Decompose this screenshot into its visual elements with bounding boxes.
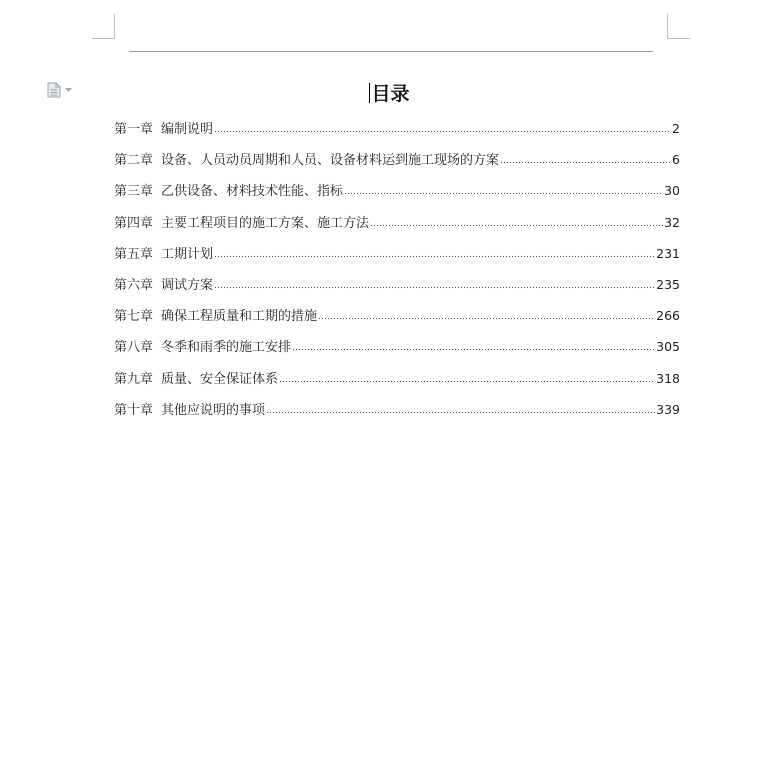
toc-chapter: 第四章	[114, 215, 154, 231]
toc-entry-5[interactable]	[114, 243, 680, 274]
dot-leader	[266, 411, 655, 414]
table-of-contents	[114, 118, 680, 430]
toc-chapter: 第九章	[114, 371, 154, 387]
dot-leader	[370, 224, 663, 227]
toc-page-number: 318	[656, 370, 680, 386]
toc-entry-9[interactable]	[114, 368, 680, 399]
dot-leader	[344, 192, 663, 195]
toc-entry-4[interactable]	[114, 212, 680, 243]
toc-page-number: 2	[672, 121, 680, 136]
dot-leader	[500, 161, 671, 164]
header-rule	[129, 51, 653, 52]
toc-entry-3[interactable]	[114, 180, 680, 211]
toc-entry-title: 设备、人员动员周期和人员、设备材料运到施工现场的方案	[161, 153, 500, 169]
toc-page-number: 30	[664, 183, 680, 199]
toc-entry-8[interactable]	[114, 336, 680, 367]
dot-leader	[214, 255, 655, 258]
toc-entry-1[interactable]	[114, 118, 680, 149]
toc-page-number: 266	[656, 308, 680, 324]
toc-entry-2[interactable]	[114, 149, 680, 180]
toc-entry-title: 编制说明	[161, 122, 214, 137]
toc-chapter: 第十章	[114, 402, 154, 418]
toc-chapter: 第三章	[114, 184, 154, 200]
toc-entry-title: 调试方案	[161, 277, 214, 293]
toc-entry-title: 乙供设备、材料技术性能、指标	[161, 184, 344, 200]
toc-page-number: 6	[672, 152, 680, 168]
toc-chapter: 第六章	[114, 277, 154, 293]
toc-chapter: 第七章	[114, 309, 154, 325]
toc-entry-title: 质量、安全保证体系	[161, 371, 279, 387]
toc-entry-10[interactable]	[114, 399, 680, 430]
toc-entry-title: 其他应说明的事项	[161, 402, 266, 418]
toc-entry-6[interactable]	[114, 274, 680, 305]
dot-leader	[214, 130, 671, 133]
dot-leader	[214, 286, 655, 289]
toc-entry-title: 确保工程质量和工期的措施	[161, 309, 318, 325]
toc-page-number: 231	[656, 245, 680, 261]
toc-title-text: 目录	[371, 83, 410, 105]
toc-chapter: 第二章	[114, 153, 154, 169]
toc-entry-title: 主要工程项目的施工方案、施工方法	[161, 215, 370, 231]
toc-chapter: 第八章	[114, 340, 154, 356]
toc-heading	[0, 79, 779, 106]
toc-page-number: 32	[664, 214, 680, 230]
dot-leader	[279, 380, 655, 383]
toc-page-number: 339	[656, 401, 680, 417]
margin-corner-top-left	[92, 14, 115, 39]
toc-entry-7[interactable]	[114, 305, 680, 336]
toc-entry-title: 工期计划	[161, 246, 214, 262]
toc-chapter: 第五章	[114, 246, 154, 262]
toc-chapter: 第一章	[114, 122, 154, 137]
toc-entry-title: 冬季和雨季的施工安排	[161, 340, 292, 356]
dot-leader	[318, 317, 655, 320]
margin-corner-top-right	[667, 14, 690, 39]
toc-page-number: 305	[656, 339, 680, 355]
toc-page-number: 235	[656, 276, 680, 292]
dot-leader	[292, 348, 655, 351]
